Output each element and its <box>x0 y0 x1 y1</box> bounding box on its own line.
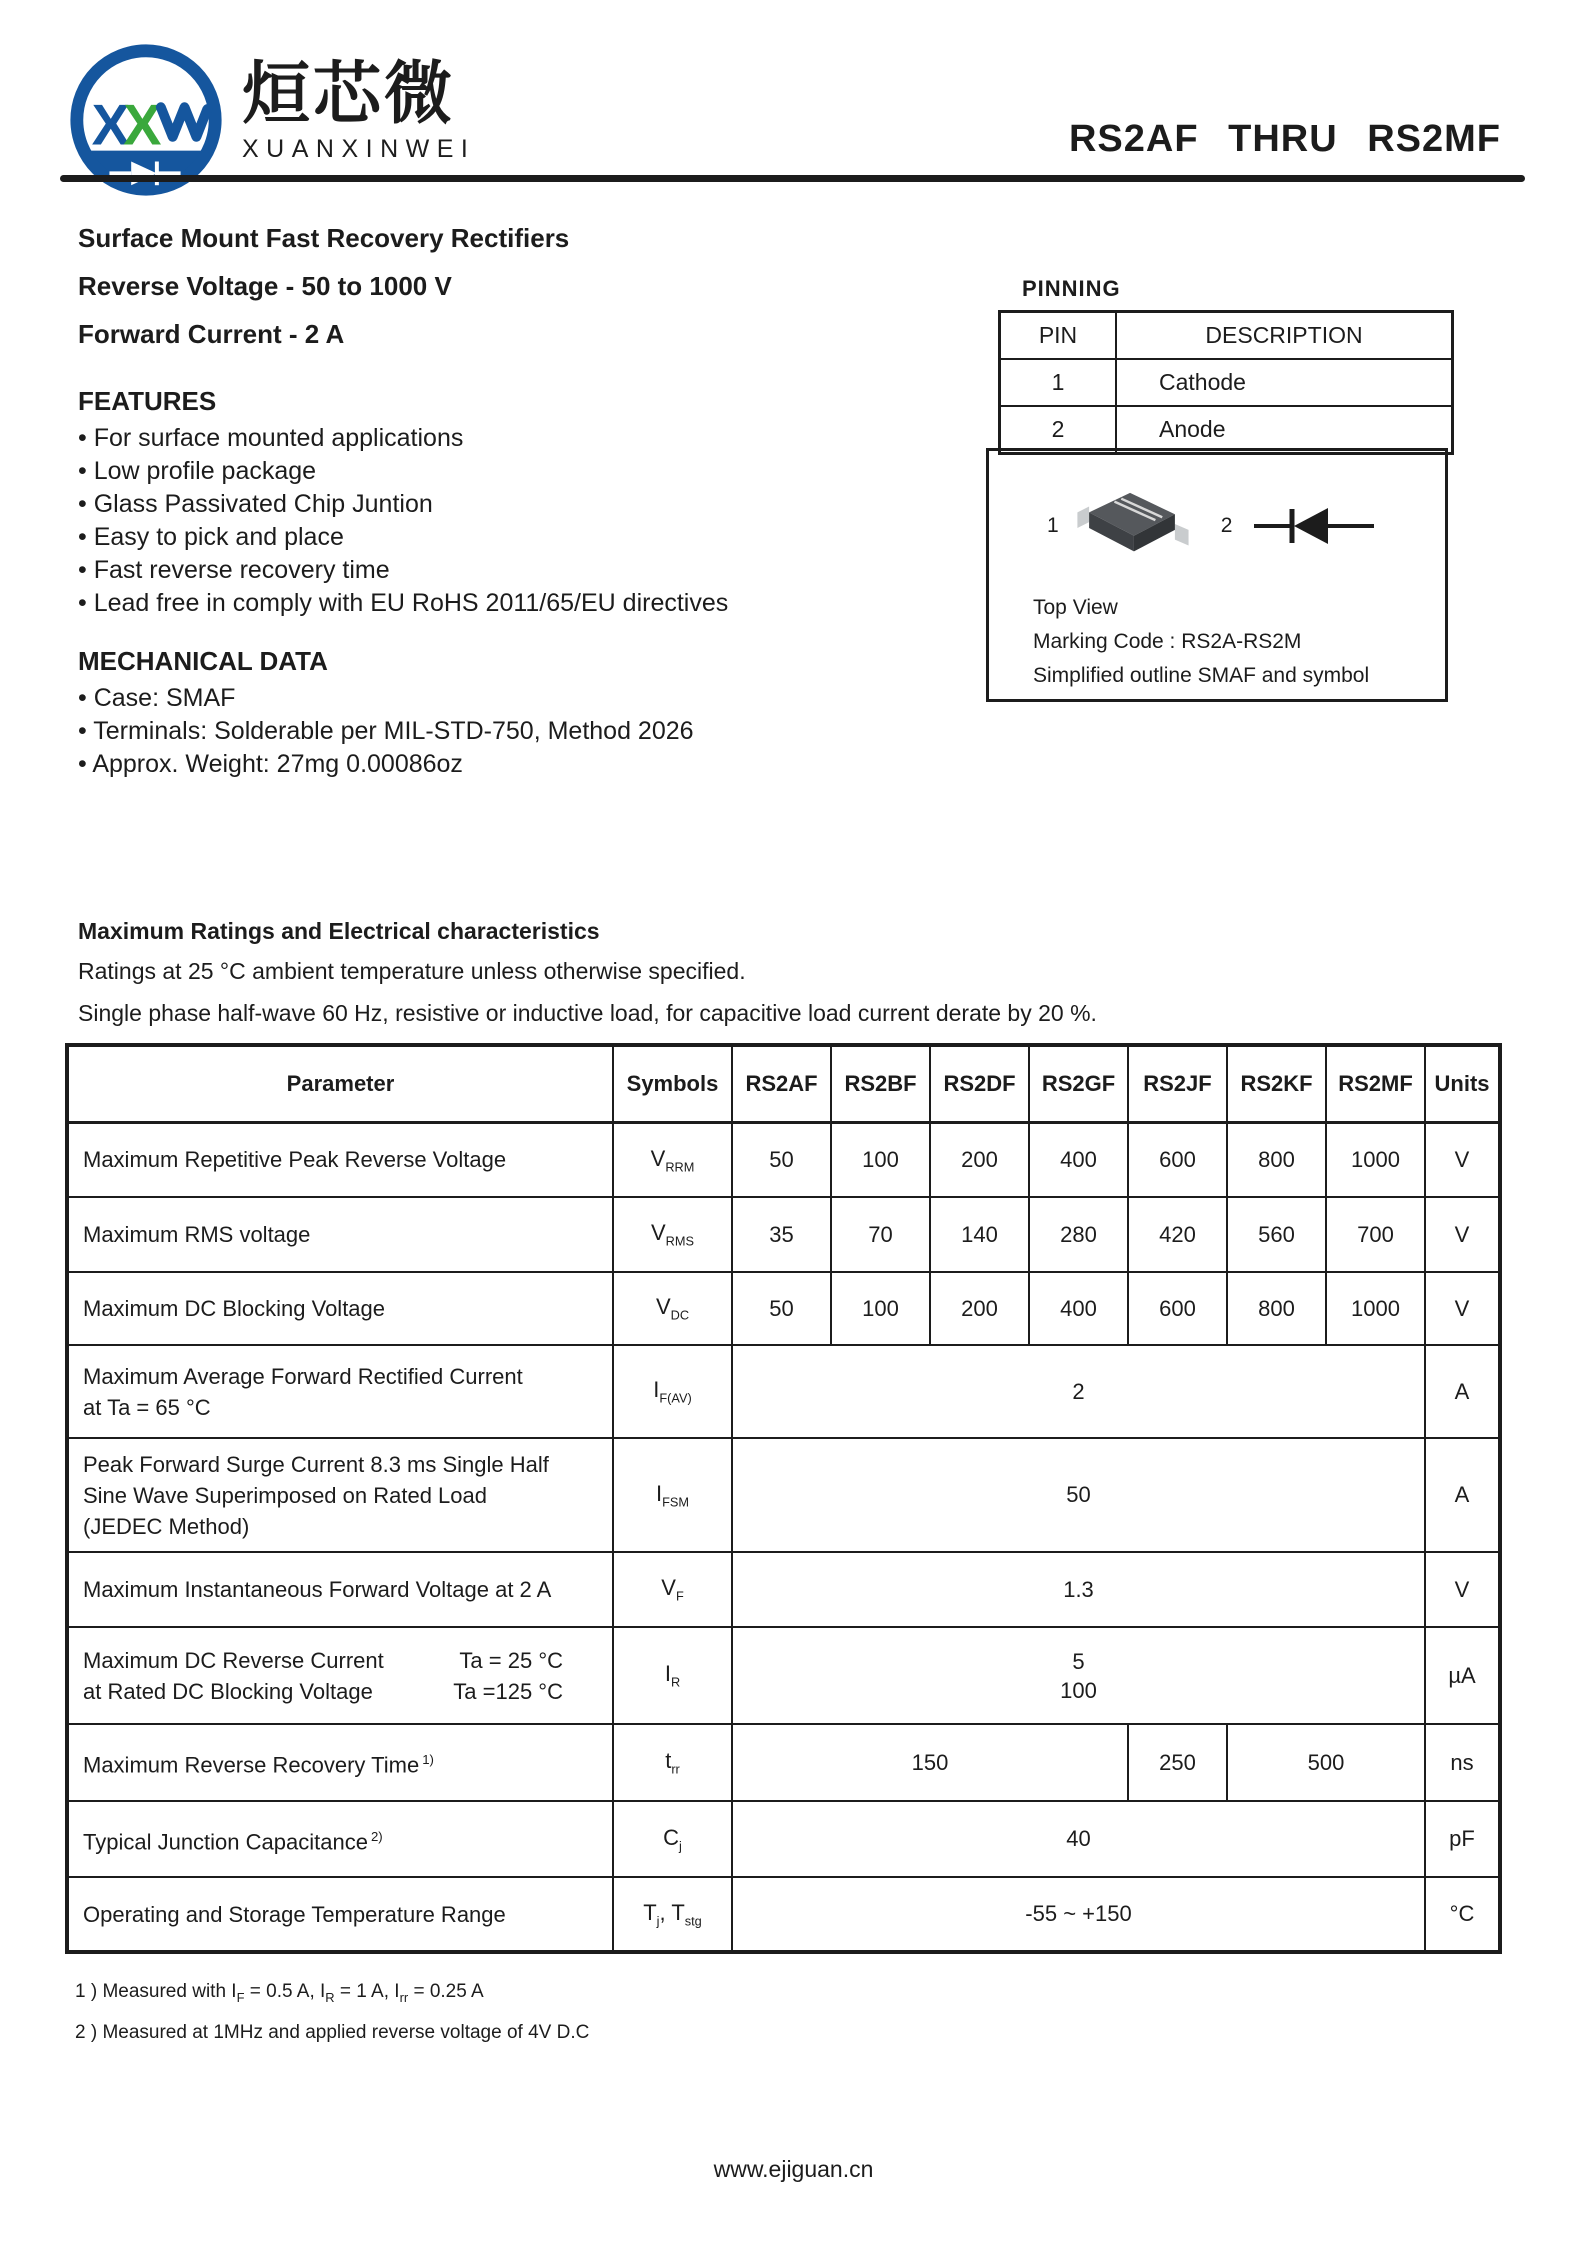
value-cell: 140 <box>930 1197 1029 1272</box>
column-header: RS2KF <box>1227 1045 1326 1122</box>
value-cell: 35 <box>732 1197 831 1272</box>
table-row <box>67 1438 1500 1552</box>
features-list <box>78 422 738 620</box>
symbol-cell: $t_{rr}$ <box>613 1724 732 1801</box>
value-cell: 600 <box>1128 1122 1227 1197</box>
parameter-cell: Maximum RMS voltage <box>67 1197 613 1272</box>
pinning-header-row <box>1000 312 1453 360</box>
column-header: RS2BF <box>831 1045 930 1122</box>
pin-number: 1 <box>1000 359 1117 406</box>
value-cell: 200 <box>930 1272 1029 1345</box>
column-header: RS2AF <box>732 1045 831 1122</box>
mechanical-data-title: MECHANICAL DATA <box>78 646 328 676</box>
parameter-cell: Maximum DC Blocking Voltage <box>67 1272 613 1345</box>
package-captions <box>1033 591 1445 693</box>
value-cell: 40 <box>732 1801 1425 1877</box>
column-header: Parameter <box>67 1045 613 1122</box>
pinning-header-description: DESCRIPTION <box>1116 312 1453 360</box>
footer-url: www.ejiguan.cn <box>713 2156 874 2182</box>
diode-symbol-icon <box>1252 504 1377 548</box>
value-cell: 400 <box>1029 1272 1128 1345</box>
summary-line: Reverse Voltage - 50 to 1000 V <box>78 271 452 301</box>
unit-cell: °C <box>1425 1877 1500 1952</box>
symbol-cell: $V_{RRM}$ <box>613 1122 732 1197</box>
svg-text:X: X <box>91 93 130 158</box>
ratings-section-header <box>78 916 1378 1030</box>
value-cell: 50 <box>732 1122 831 1197</box>
pinning-header-pin: PIN <box>1000 312 1117 360</box>
unit-cell: µA <box>1425 1627 1500 1724</box>
value-cell: 250 <box>1128 1724 1227 1801</box>
pinning-title: PINNING <box>1022 276 1121 301</box>
table-row <box>67 1197 1500 1272</box>
symbol-cell: $V_{RMS}$ <box>613 1197 732 1272</box>
brand-name-latin: XUANXINWEI <box>242 135 476 163</box>
unit-cell: A <box>1425 1438 1500 1552</box>
left-column <box>78 210 738 781</box>
unit-cell: V <box>1425 1197 1500 1272</box>
ratings-note: Single phase half-wave 60 Hz, resistive or inductive load, for capacitive load current derate by 20 %. <box>78 1000 1097 1026</box>
mechanical-data-section <box>78 645 738 781</box>
symbol-cell: $T_j$, $T_{stg}$ <box>613 1877 732 1952</box>
symbol-cell: $I_R$ <box>613 1627 732 1724</box>
column-header: RS2DF <box>930 1045 1029 1122</box>
pin-description: Cathode <box>1116 359 1453 406</box>
pin-number: 2 <box>1000 406 1117 454</box>
column-header: Units <box>1425 1045 1500 1122</box>
value-cell: 560 <box>1227 1197 1326 1272</box>
value-cell: 700 <box>1326 1197 1425 1272</box>
table-row <box>67 1877 1500 1952</box>
footnote-1: 1 ) Measured with $I_F = 0.5$ A, $I_R = 1$ A, $I_{rr} = 0.25$ A <box>75 1981 484 2005</box>
list-item: • Case: SMAF <box>78 682 738 715</box>
list-item: • Approx. Weight: 27mg 0.00086oz <box>78 748 738 781</box>
unit-cell: ns <box>1425 1724 1500 1801</box>
list-item: • Fast reverse recovery time <box>78 554 738 587</box>
column-header: RS2GF <box>1029 1045 1128 1122</box>
brand-name-chinese: 烜芯微 <box>242 56 456 132</box>
parameter-cell: Maximum DC Reverse Current Ta = 25 °C at Rated DC Blocking Voltage Ta =125 °C <box>67 1627 613 1724</box>
package-drawing-row <box>1047 487 1445 565</box>
product-summary <box>78 222 738 350</box>
value-cell: 800 <box>1227 1122 1326 1197</box>
table-row <box>67 1627 1500 1724</box>
value-cell: 1.3 <box>732 1552 1425 1627</box>
list-item: • Terminals: Solderable per MIL-STD-750, Method 2026 <box>78 715 738 748</box>
smaf-package-icon <box>1073 487 1191 565</box>
symbol-cell: $I_{FSM}$ <box>613 1438 732 1552</box>
parameter-cell: Maximum Repetitive Peak Reverse Voltage <box>67 1122 613 1197</box>
features-title: FEATURES <box>78 386 217 416</box>
header-rule <box>60 175 1525 182</box>
list-item: • For surface mounted applications <box>78 422 738 455</box>
pinning-row <box>1000 406 1453 454</box>
package-outline-box <box>986 448 1448 702</box>
unit-cell: V <box>1425 1272 1500 1345</box>
table-row <box>67 1345 1500 1438</box>
value-cell: 2 <box>732 1345 1425 1438</box>
summary-line: Surface Mount Fast Recovery Rectifiers <box>78 223 570 253</box>
unit-cell: V <box>1425 1122 1500 1197</box>
pinning-table <box>998 310 1454 455</box>
value-cell: 400 <box>1029 1122 1128 1197</box>
part-number-title: RS2AF THRU RS2MF <box>1068 118 1501 160</box>
parameter-cell: Maximum Instantaneous Forward Voltage at 2 A <box>67 1552 613 1627</box>
table-row <box>67 1724 1500 1801</box>
value-cell: 5 100 <box>732 1627 1425 1724</box>
list-item: • Lead free in comply with EU RoHS 2011/65/EU directives <box>78 587 738 620</box>
column-header: Symbols <box>613 1045 732 1122</box>
mechanical-data-list <box>78 682 738 781</box>
footnote-2: 2 ) Measured at 1MHz and applied reverse voltage of 4V D.C <box>75 2021 590 2043</box>
symbol-cell: $V_F$ <box>613 1552 732 1627</box>
parameter-cell: Maximum Reverse Recovery Time $^{1)}$ <box>67 1724 613 1801</box>
value-cell: 280 <box>1029 1197 1128 1272</box>
pin-description: Anode <box>1116 406 1453 454</box>
value-cell: 70 <box>831 1197 930 1272</box>
symbol-cell: $V_{DC}$ <box>613 1272 732 1345</box>
features-section <box>78 385 738 620</box>
value-cell: 600 <box>1128 1272 1227 1345</box>
value-cell: -55 ~ +150 <box>732 1877 1425 1952</box>
value-cell: 50 <box>732 1272 831 1345</box>
unit-cell: pF <box>1425 1801 1500 1877</box>
column-header: RS2JF <box>1128 1045 1227 1122</box>
table-row <box>67 1272 1500 1345</box>
value-cell: 100 <box>831 1122 930 1197</box>
package-caption-top-view: Top View <box>1033 596 1118 619</box>
list-item: • Easy to pick and place <box>78 521 738 554</box>
footnotes <box>75 1974 589 2050</box>
value-cell: 100 <box>831 1272 930 1345</box>
value-cell: 1000 <box>1326 1272 1425 1345</box>
pinning-row <box>1000 359 1453 406</box>
value-cell: 420 <box>1128 1197 1227 1272</box>
parameter-cell: Peak Forward Surge Current 8.3 ms Single Half Sine Wave Superimposed on Rated Load (JEDEC Method) <box>67 1438 613 1552</box>
package-caption-marking-code: Marking Code : RS2A-RS2M <box>1033 630 1302 653</box>
brand-text <box>242 36 475 164</box>
package-pin1-label: 1 <box>1047 514 1059 537</box>
symbol-cell: $I_{F(AV)}$ <box>613 1345 732 1438</box>
value-cell: 800 <box>1227 1272 1326 1345</box>
parameter-cell: Maximum Average Forward Rectified Current at Ta = 65 °C <box>67 1345 613 1438</box>
package-caption-outline: Simplified outline SMAF and symbol <box>1033 664 1370 687</box>
list-item: • Low profile package <box>78 455 738 488</box>
package-pin2-label: 2 <box>1220 514 1233 537</box>
table-row <box>67 1552 1500 1627</box>
table-row <box>67 1122 1500 1197</box>
ratings-note: Ratings at 25 °C ambient temperature unless otherwise specified. <box>78 958 746 984</box>
ratings-title: Maximum Ratings and Electrical characteristics <box>78 918 600 944</box>
summary-line: Forward Current - 2 A <box>78 319 345 349</box>
parameter-cell: Typical Junction Capacitance $^{2)}$ <box>67 1801 613 1877</box>
parameter-cell: Operating and Storage Temperature Range <box>67 1877 613 1952</box>
value-cell: 200 <box>930 1122 1029 1197</box>
table-row <box>67 1801 1500 1877</box>
svg-text:X: X <box>123 93 162 158</box>
value-cell: 500 <box>1227 1724 1425 1801</box>
column-header: RS2MF <box>1326 1045 1425 1122</box>
list-item: • Glass Passivated Chip Juntion <box>78 488 738 521</box>
ratings-table <box>65 1043 1502 1954</box>
value-cell: 1000 <box>1326 1122 1425 1197</box>
unit-cell: A <box>1425 1345 1500 1438</box>
value-cell: 50 <box>732 1438 1425 1552</box>
value-cell: 150 <box>732 1724 1128 1801</box>
unit-cell: V <box>1425 1552 1500 1627</box>
symbol-cell: $C_j$ <box>613 1801 732 1877</box>
